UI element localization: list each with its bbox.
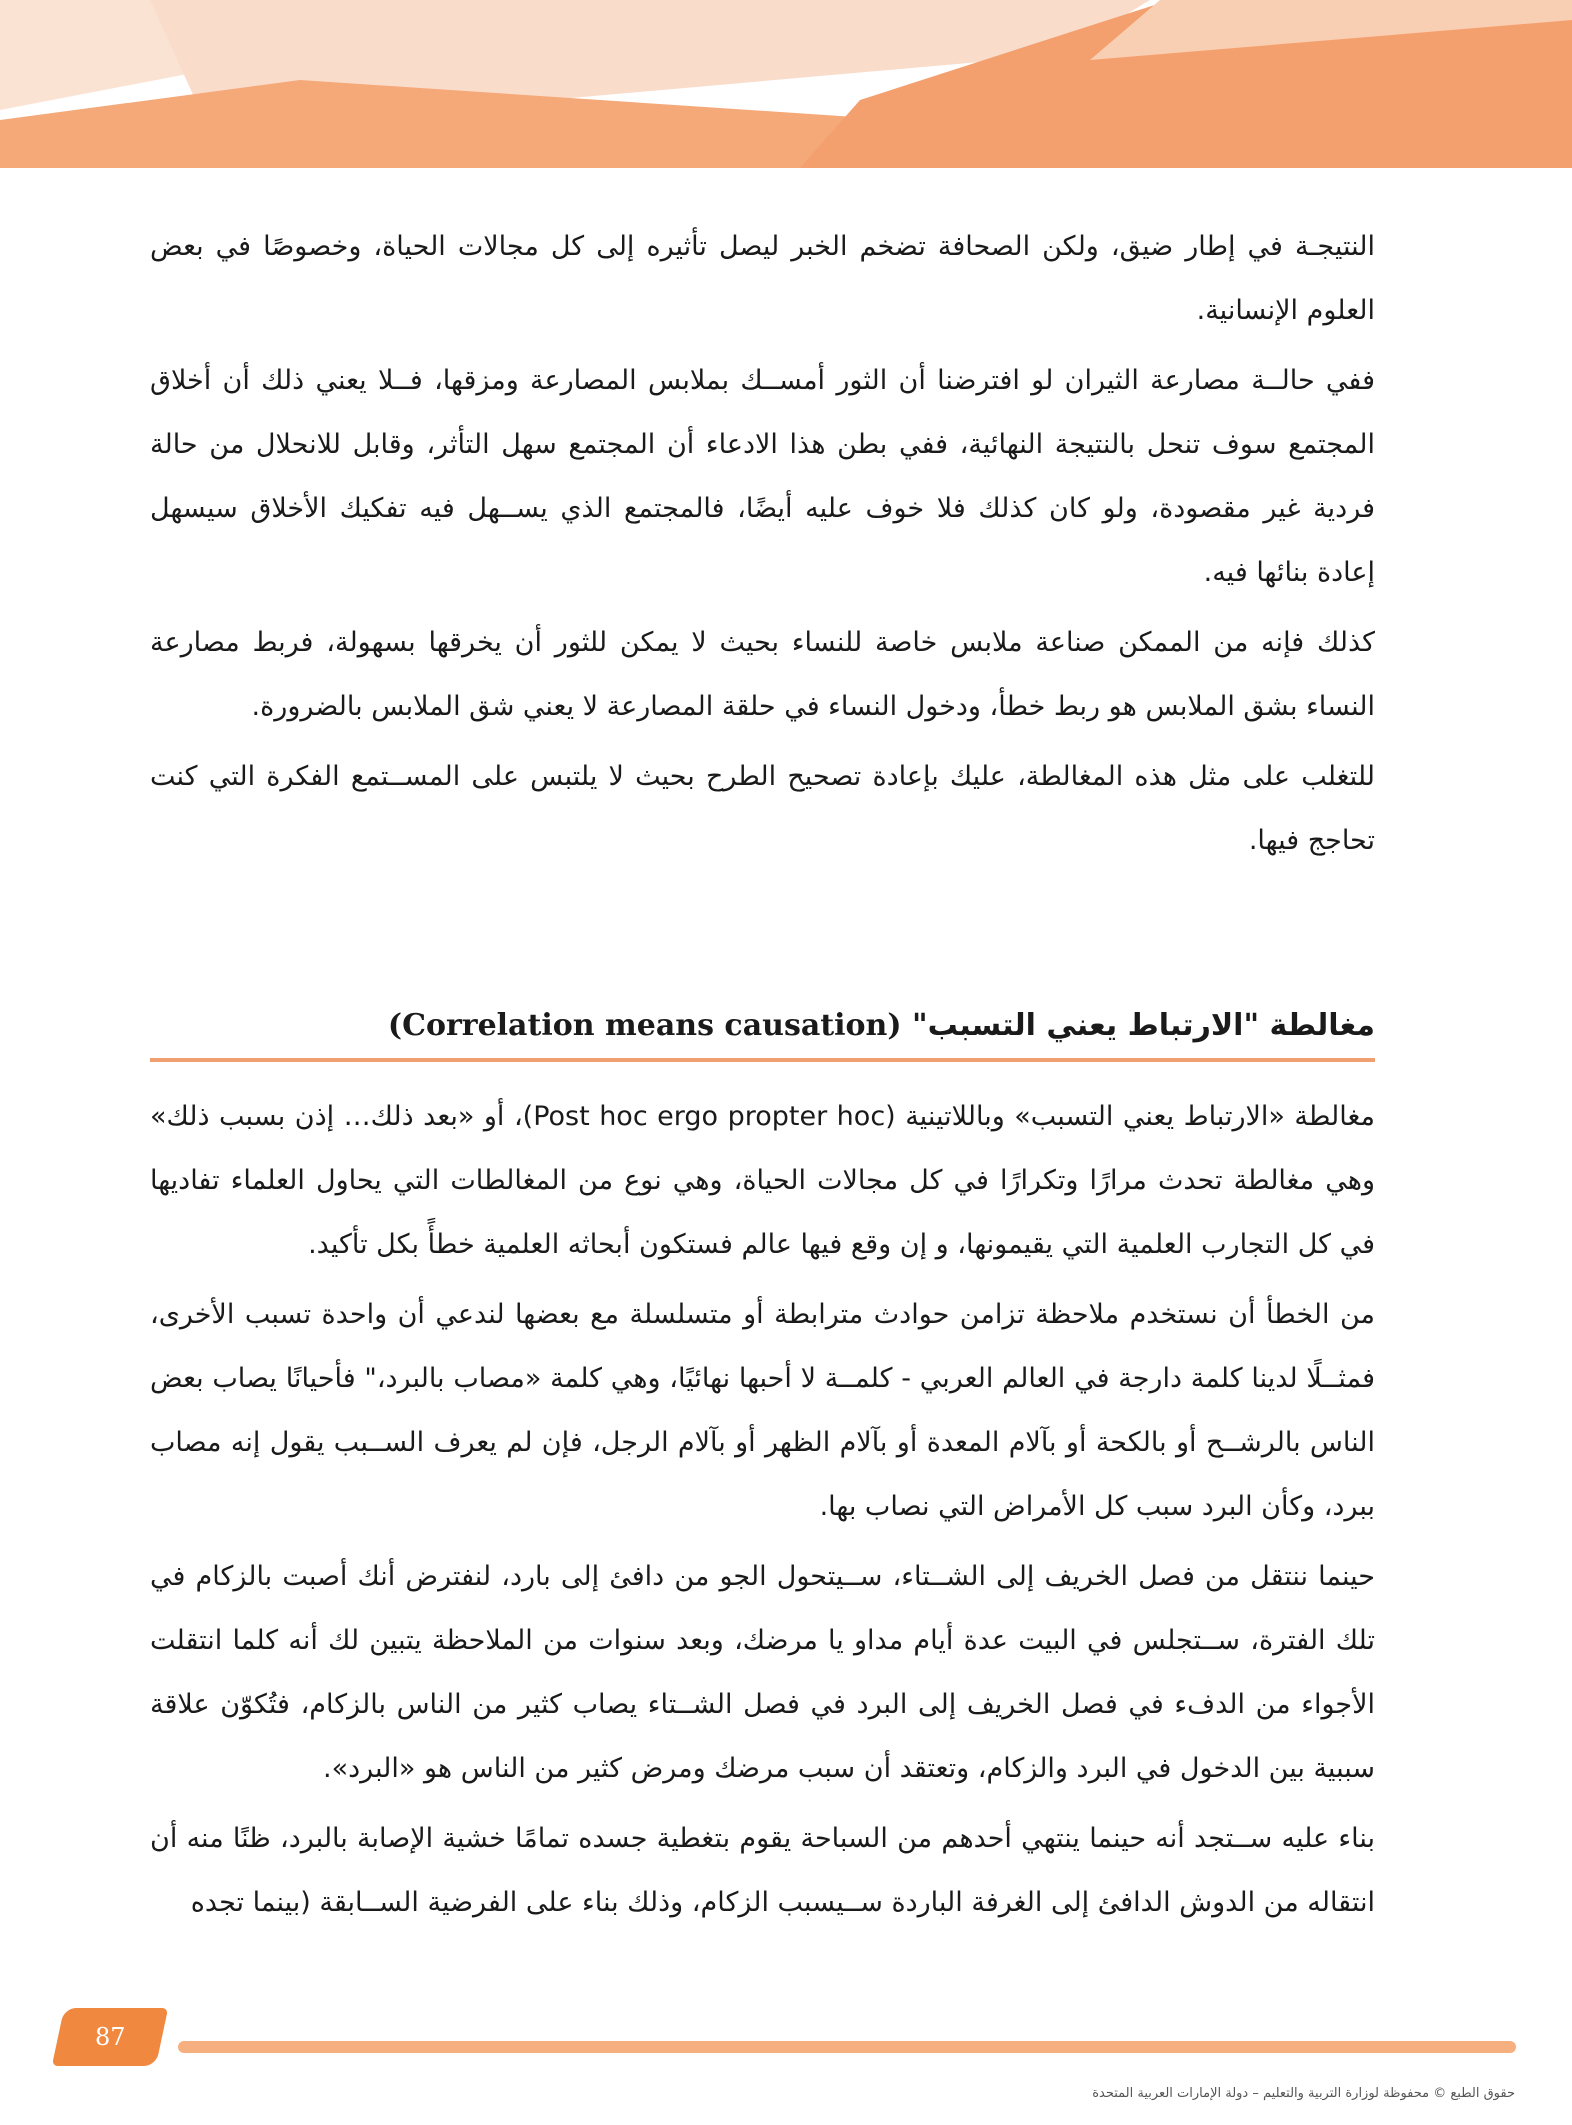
heading-underline (150, 1058, 1375, 1062)
section-paragraph-3: حينما ننتقل من فصل الخريف إلى الشــتاء، ســيتحول الجو من دافئ إلى بارد، لنفترض أنك أصبت بالزكام في تلك الفترة، ســتجلس في البيت عدة أيام مداو يا مرضك، وبعد سنوات من الملاحظة يتبين لك أنه كلما انتقلت الأجواء من الدفء في فصل الخريف إلى البرد في فصل الشــتاء يصاب كثير من الناس بالزكام، فتُكوّن علاقة سببية بين الدخول في البرد والزكام، وتعتقد أن سبب مرضك ومرض كثير من الناس هو «البرد». (150, 1561, 1375, 1784)
section-paragraph-1: مغالطة «الارتباط يعني التسبب» وباللاتينية (Post hoc ergo propter hoc)، أو «بعد ذلك… إذن بسبب ذلك» وهي مغالطة تحدث مرارًا وتكرارًا في كل مجالات الحياة، وهي نوع من المغالطات التي يحاول العلماء تفاديها في كل التجارب العلمية التي يقيمونها، و إن وقع فيها عالم فستكون أبحاثه العلمية خطأً بكل تأكيد. (150, 1101, 1375, 1260)
copyright-notice: حقوق الطبع © محفوظة لوزارة التربية والتعليم – دولة الإمارات العربية المتحدة (1092, 2086, 1515, 2101)
paragraph-1: النتيجـة في إطار ضيق، ولكن الصحافة تضخم الخبر ليصل تأثيره إلى كل مجالات الحياة، وخصوصًا في بعض العلوم الإنسانية. (150, 231, 1375, 326)
section-heading-arabic: مغالطة "الارتباط يعني التسبب" (912, 1008, 1375, 1043)
paragraph-2: ففي حالــة مصارعة الثيران لو افترضنا أن الثور أمســك بملابس المصارعة ومزقها، فــلا يعني ذلك أن أخلاق المجتمع سوف تنحل بالنتيجة النهائية، ففي بطن هذا الادعاء أن المجتمع سهل التأثر، وقابل للانحلال من حالة فردية غير مقصودة، ولو كان كذلك فلا خوف عليه أيضًا، فالمجتمع الذي يســهل فيه تفكيك الأخلاق سيسهل إعادة بنائها فيه. (150, 365, 1375, 588)
section-heading (150, 1000, 1375, 1052)
paragraph-3: كذلك فإنه من الممكن صناعة ملابس خاصة للنساء بحيث لا يمكن للثور أن يخرقها بسهولة، فربط مصارعة النساء بشق الملابس هو ربط خطأ، ودخول النساء في حلقة المصارعة لا يعني شق الملابس بالضرورة. (150, 627, 1375, 722)
paragraph-4: للتغلب على مثل هذه المغالطة، عليك بإعادة تصحيح الطرح بحيث لا يلتبس على المســتمع الفكرة التي كنت تحاجج فيها. (150, 761, 1375, 856)
top-text-block (150, 215, 1375, 873)
header-decoration (0, 0, 1572, 168)
footer-bar (178, 2041, 1516, 2053)
section-heading-english: (Correlation means causation) (387, 1008, 902, 1043)
section-text-block (150, 1085, 1375, 1935)
section-paragraph-4: بناء عليه ســتجد أنه حينما ينتهي أحدهم من السباحة يقوم بتغطية جسده تمامًا خشية الإصابة بالبرد، ظنًا منه أن انتقاله من الدوش الدافئ إلى الغرفة الباردة ســيسبب الزكام، وذلك بناء على الفرضية الســابقة (بينما تجده (150, 1823, 1375, 1918)
page-number: 87 (94, 2023, 126, 2051)
section-paragraph-2: من الخطأ أن نستخدم ملاحظة تزامن حوادث مترابطة أو متسلسلة مع بعضها لندعي أن واحدة تسبب الأخرى، فمثــلًا لدينا كلمة دارجة في العالم العربي - كلمــة لا أحبها نهائيًا، وهي كلمة «مصاب بالبرد،" فأحيانًا يصاب بعض الناس بالرشــح أو بالكحة أو بآلام المعدة أو بآلام الظهر أو بآلام الرجل، فإن لم يعرف الســبب يقول إنه مصاب ببرد، وكأن البرد سبب كل الأمراض التي نصاب بها. (150, 1299, 1375, 1522)
page-number-badge (52, 2008, 168, 2066)
